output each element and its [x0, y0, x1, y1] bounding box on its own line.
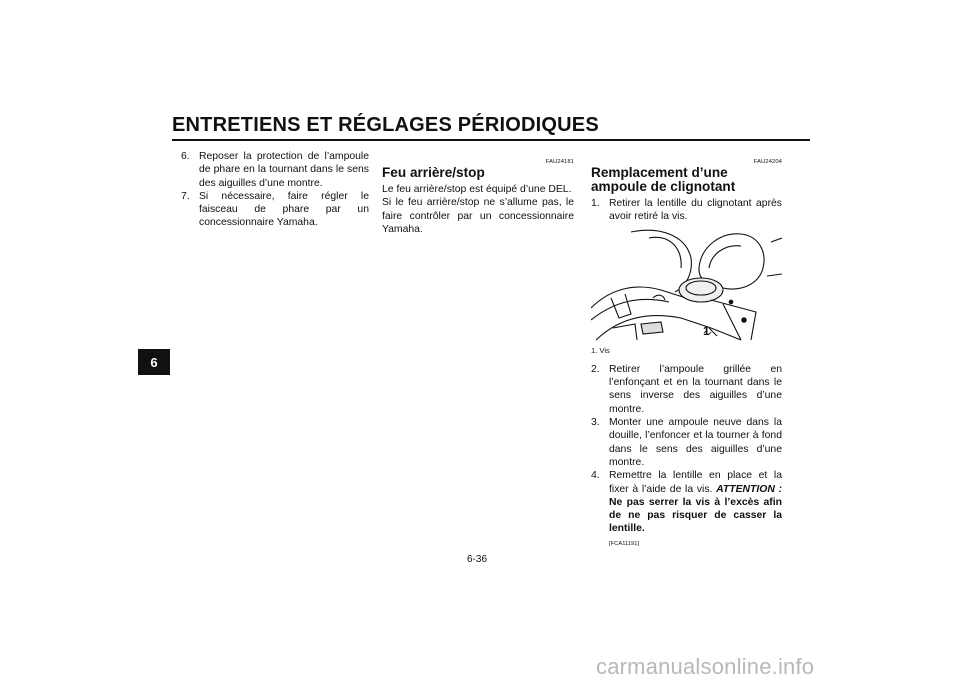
- section-code: FAU24204: [753, 159, 782, 165]
- column-1: [181, 150, 369, 230]
- step-item: [181, 190, 369, 230]
- step-number: 3.: [591, 417, 600, 429]
- section-code: FAU24181: [545, 159, 574, 165]
- step-list-continued: [181, 150, 369, 230]
- column-2: [382, 158, 574, 236]
- column-3: [591, 158, 782, 551]
- turn-signal-illustration: [591, 228, 782, 341]
- step-text: Retirer la lentille du clignotant après avoir retiré la vis.: [609, 198, 782, 223]
- figure-callout-1: 1: [703, 323, 710, 338]
- watermark: carmanualsonline.info: [596, 654, 815, 679]
- step-text: Remettre la lentille en place et la fixer à l’aide de la vis.: [609, 470, 782, 495]
- step-number: 2.: [591, 363, 600, 375]
- step-text: Monter une ampoule neuve dans la douille, l’enfoncer et la tourner à fond dans le sens des aiguilles d’une montre.: [609, 417, 782, 468]
- section-title-tail-light: Feu arrière/stop: [382, 165, 485, 180]
- header-rule: [172, 139, 810, 141]
- attention-label: ATTENTION :: [716, 483, 783, 495]
- step-number: 7.: [181, 190, 190, 202]
- step-item: [591, 416, 782, 469]
- step-item: [181, 150, 369, 190]
- step-item: [591, 469, 782, 535]
- attention-text: Ne pas serrer la vis à l’excès afin de ne pas risquer de casser la lentille.: [609, 496, 782, 535]
- tail-light-paragraph-2: Si le feu arrière/stop ne s’allume pas, le faire contrôler par un concessionnaire Yamaha.: [382, 197, 574, 235]
- step-number: 1.: [591, 198, 600, 209]
- step-text: Si nécessaire, faire régler le faisceau de phare par un concessionnaire Yamaha.: [199, 190, 369, 229]
- caution-code: [FCA11191]: [609, 540, 640, 547]
- chapter-tab: 6: [138, 349, 170, 375]
- step-item: [591, 363, 782, 416]
- step-number: 6.: [181, 151, 190, 162]
- step-number: 4.: [591, 470, 600, 482]
- step-list-first: [591, 197, 782, 224]
- section-title-turn-signal: Remplacement d’une ampoule de clignotant: [591, 165, 736, 194]
- step-item: [591, 197, 782, 224]
- page-title: ENTRETIENS ET RÉGLAGES PÉRIODIQUES: [172, 114, 599, 136]
- step-text: Retirer l’ampoule grillée en l’enfonçant et en la tournant dans le sens inverse des aiguilles d’une montre.: [609, 363, 782, 415]
- tail-light-paragraph-1: Le feu arrière/stop est équipé d’une DEL.: [382, 184, 572, 195]
- step-list-rest: [591, 363, 782, 536]
- step-text-with-warning: [609, 469, 782, 535]
- step-text: Reposer la protection de l’ampoule de phare en la tournant dans le sens des aiguilles d’une montre.: [199, 151, 369, 189]
- turn-signal-drawing: [591, 228, 782, 341]
- page-number: 6-36: [467, 554, 488, 565]
- figure-caption: 1. Vis: [591, 345, 610, 355]
